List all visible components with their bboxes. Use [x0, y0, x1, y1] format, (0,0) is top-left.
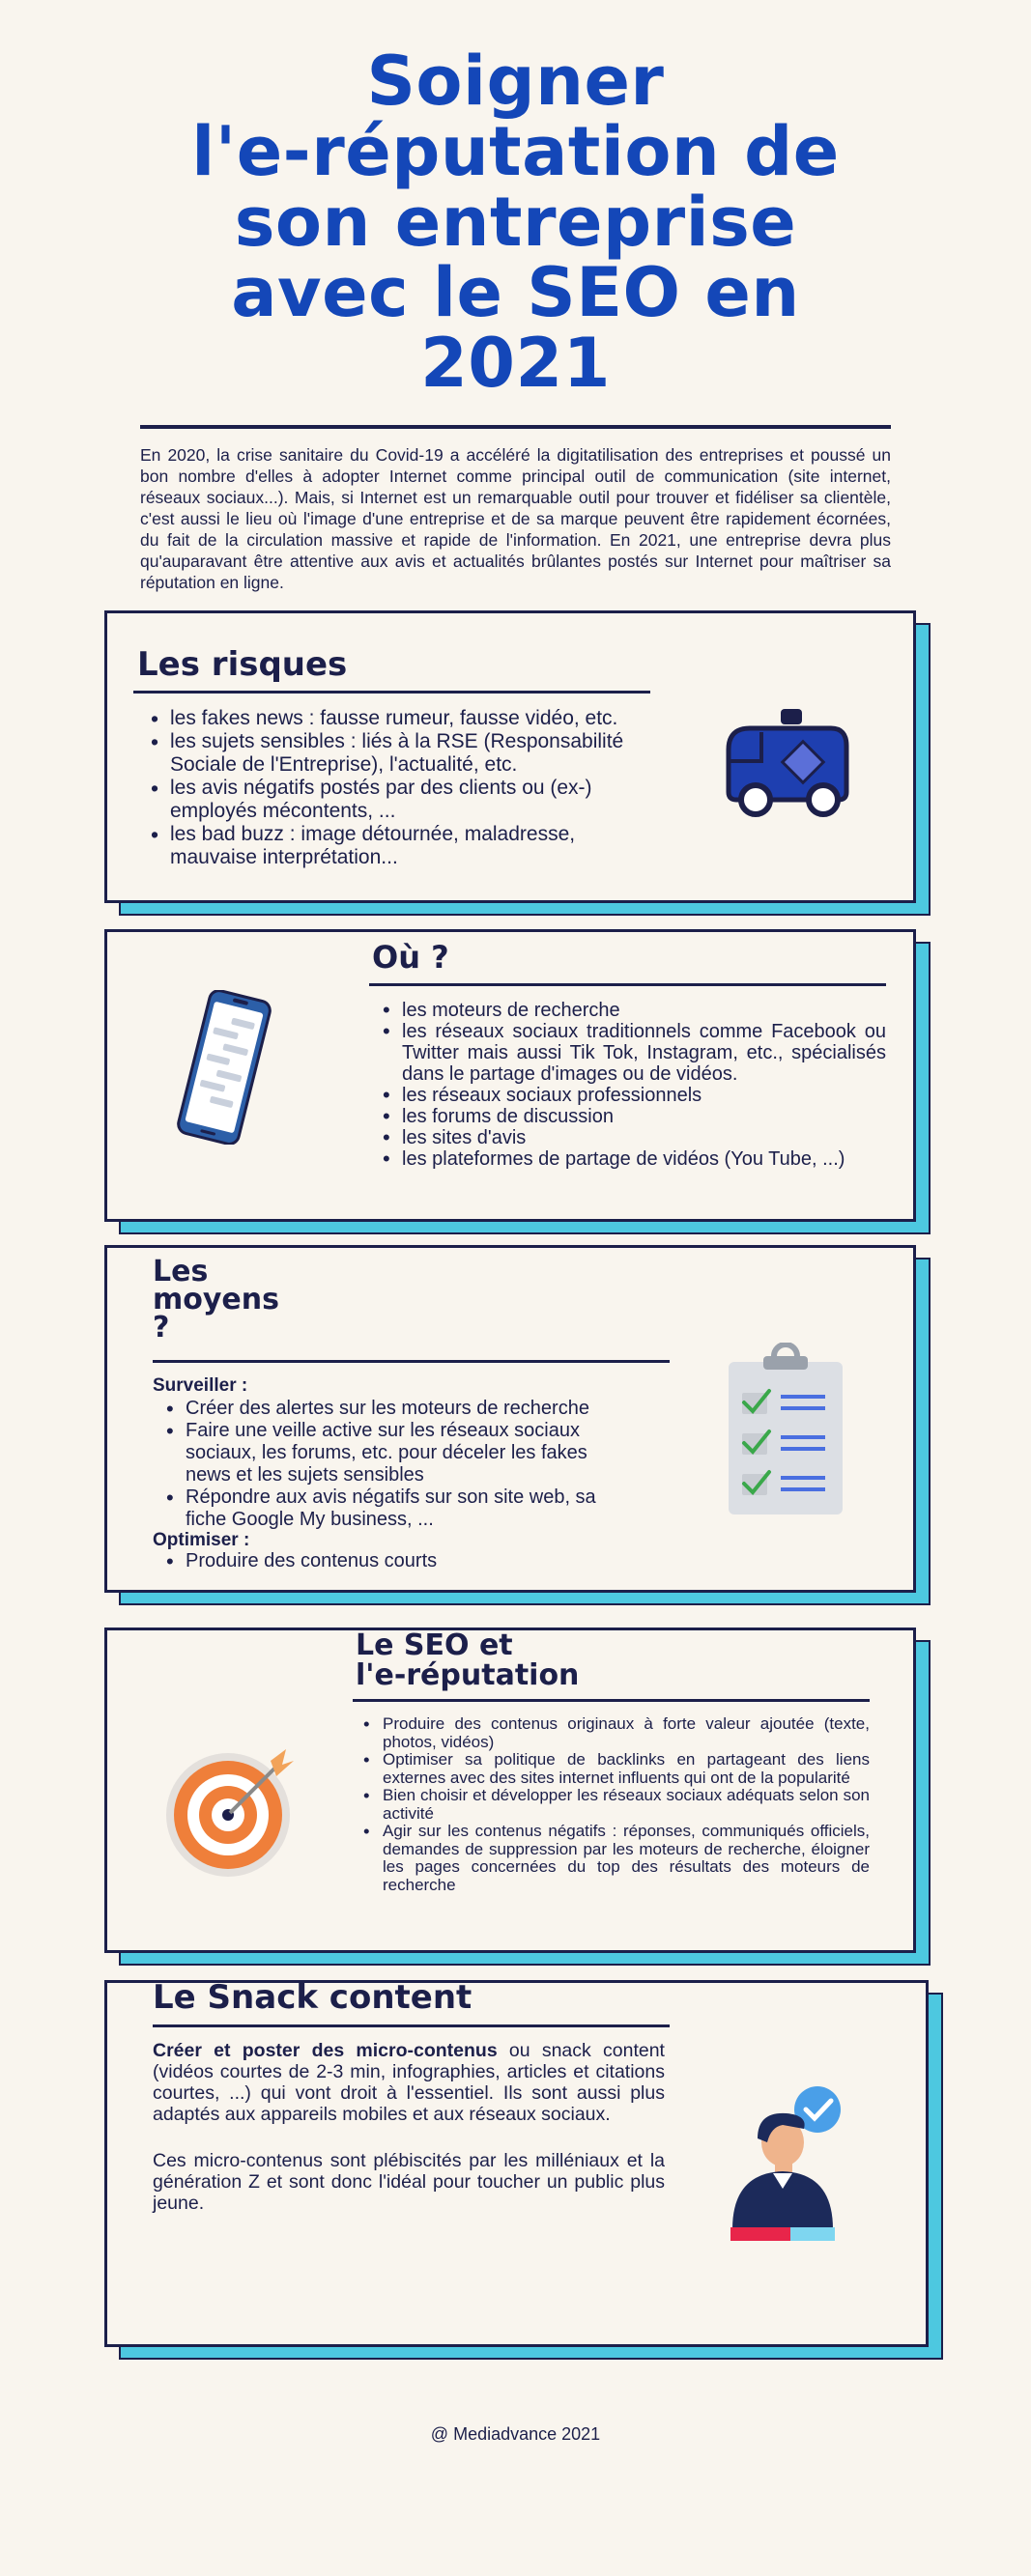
- list-item: • les bad buzz : image détournée, maladresse, mauvaise interprétation...: [147, 823, 649, 869]
- list-item: • Produire des contenus originaux à forte valeur ajoutée (texte, photos, vidéos): [359, 1715, 870, 1751]
- ambulance-icon: [723, 703, 854, 824]
- list-item: • les sites d'avis: [379, 1127, 886, 1148]
- moyens-heading-line: moyens: [153, 1283, 279, 1316]
- list-item: • Produire des contenus courts: [162, 1550, 626, 1572]
- list-item: • Bien choisir et développer les réseaux sociaux adéquats selon son activité: [359, 1787, 870, 1823]
- snack-emphasis: Créer et poster des micro-contenus: [153, 2040, 498, 2061]
- risques-list: [147, 707, 649, 869]
- title-line: avec le SEO en: [231, 253, 800, 332]
- list-item: • les moteurs de recherche: [379, 1000, 886, 1021]
- optimiser-list: [162, 1550, 626, 1572]
- snack-paragraph-1-rest: ou snack content (vidéos courtes de 2-3 min, infographies, articles et citations courtes, ...) qui vont droit à l'essentiel. Ils sont aussi plus adaptés aux appareils mobiles et aux réseaux sociaux.: [153, 2040, 665, 2125]
- seo-heading: [356, 1630, 579, 1690]
- intro-paragraph: En 2020, la crise sanitaire du Covid-19 a accéléré la digitatilisation des entreprises et poussé un bon nombre d'elles à adopter Internet comme principal outil de communication (site internet, réseaux sociaux...). Mais, si Internet est un remarquable outil pour trouver et fidéliser sa clientèle, c'est aussi le lieu où l'image d'une entreprise et de sa marque peuvent être rapidement écornées, du fait de la circulation massive et rapide de l'information. En 2021, une entreprise devra plus qu'auparavant être attentive aux avis et actualités brûlantes postés sur Internet pour maîtriser sa réputation en ligne.: [140, 445, 891, 592]
- ou-list: [379, 1000, 886, 1170]
- moyens-heading: [153, 1255, 279, 1345]
- list-item: • Agir sur les contenus négatifs : réponses, communiqués officiels, demandes de suppression par les moteurs de recherche, éloigner les pages concernées du top des résultats des moteurs de recherche: [359, 1823, 870, 1894]
- smartphone-icon: [164, 990, 285, 1145]
- seo-heading-line: Le SEO et: [356, 1628, 513, 1662]
- verified-person-icon: [725, 2084, 850, 2258]
- title-line: 2021: [420, 324, 611, 403]
- list-item: • les réseaux sociaux traditionnels comme Facebook ou Twitter mais aussi Tik Tok, Instagram, etc., spécialisés dans le partage d'images ou de vidéos.: [379, 1021, 886, 1085]
- snack-heading: Le Snack content: [153, 1978, 473, 2017]
- surveiller-label: Surveiller :: [153, 1375, 248, 1396]
- moyens-divider: [153, 1360, 670, 1363]
- list-item: • les sujets sensibles : liés à la RSE (Responsabilité Sociale de l'Entreprise), l'actualité, etc.: [147, 730, 649, 777]
- list-item: • Faire une veille active sur les réseaux sociaux sociaux, les forums, etc. pour déceler les fakes news et les sujets sensibles: [162, 1420, 626, 1486]
- page-title: [58, 42, 973, 403]
- risques-heading: Les risques: [137, 645, 348, 684]
- seo-heading-line: l'e-réputation: [356, 1658, 580, 1692]
- checklist-icon: [727, 1343, 845, 1516]
- footer-credit: @ Mediadvance 2021: [430, 2424, 601, 2444]
- list-item: • les fakes news : fausse rumeur, fausse vidéo, etc.: [147, 707, 649, 730]
- title-line: l'e-réputation de: [191, 112, 840, 191]
- ou-heading: Où ?: [372, 939, 449, 976]
- title-line: Soigner: [366, 42, 665, 121]
- moyens-heading-line: Les: [153, 1255, 209, 1288]
- target-icon: [162, 1743, 300, 1879]
- title-divider: [140, 425, 891, 429]
- optimiser-label: Optimiser :: [153, 1530, 250, 1550]
- ou-divider: [369, 983, 886, 986]
- seo-list: [359, 1715, 870, 1894]
- list-item: • Créer des alertes sur les moteurs de recherche: [162, 1398, 626, 1420]
- list-item: • Optimiser sa politique de backlinks en partageant des liens externes avec des sites internet influents qui ont de la popularité: [359, 1751, 870, 1787]
- seo-divider: [353, 1699, 870, 1702]
- list-item: • les réseaux sociaux professionnels: [379, 1085, 886, 1106]
- list-item: • les plateformes de partage de vidéos (You Tube, ...): [379, 1148, 886, 1170]
- list-item: • les forums de discussion: [379, 1106, 886, 1127]
- moyens-heading-line: ?: [153, 1311, 170, 1345]
- snack-divider: [153, 2024, 670, 2027]
- snack-paragraph-2: Ces micro-contenus sont plébiscités par les milléniaux et la génération Z et sont donc l'idéal pour toucher un public plus jeune.: [153, 2150, 665, 2214]
- list-item: • les avis négatifs postés par des clients ou (ex-) employés mécontents, ...: [147, 777, 649, 823]
- surveiller-list: [162, 1398, 626, 1531]
- risques-divider: [133, 691, 650, 694]
- list-item: • Répondre aux avis négatifs sur son site web, sa fiche Google My business, ...: [162, 1486, 626, 1531]
- snack-paragraph-1: [153, 2040, 665, 2125]
- title-line: son entreprise: [234, 183, 797, 262]
